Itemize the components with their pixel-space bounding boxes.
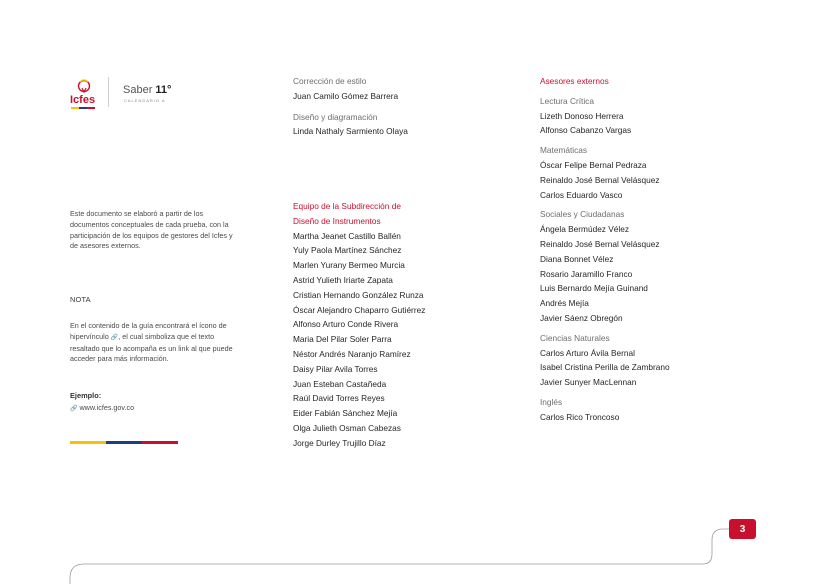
equipo-member: Marlen Yurany Bermeo Murcia	[293, 260, 405, 271]
equipo-member: Eider Fabián Sánchez Mejía	[293, 408, 398, 419]
equipo-member: Astrid Yulieth Iriarte Zapata	[293, 274, 393, 285]
correccion-name: Juan Camilo Gómez Barrera	[293, 90, 399, 101]
equipo-member: Alfonso Arturo Conde Rivera	[293, 319, 399, 330]
equipo-member: Juan Esteban Castañeda	[293, 378, 387, 389]
asesor-name: Javier Sunyer MacLennan	[540, 377, 637, 388]
ejemplo-label: Ejemplo:	[70, 391, 102, 400]
logo-divider	[108, 77, 109, 107]
equipo-member: Olga Julieth Osman Cabezas	[293, 422, 401, 433]
example-link[interactable]: 🔗 www.icfes.gov.co	[70, 403, 135, 412]
credits-equipo	[293, 199, 493, 451]
equipo-member: Jorge Durley Trujillo Díaz	[293, 437, 386, 448]
calendario-label: CALENDARIO A	[124, 98, 166, 103]
asesores-groups	[540, 94, 760, 425]
asesor-name: Alfonso Cabanzo Vargas	[540, 125, 632, 136]
asesor-name: Carlos Rico Troncoso	[540, 411, 620, 422]
asesores-group	[540, 331, 760, 390]
credits-right	[540, 74, 760, 425]
flag-stripe	[70, 441, 178, 444]
group-label: Matemáticas	[540, 145, 588, 156]
asesor-name: Javier Sáenz Obregón	[540, 312, 623, 323]
asesor-name: Diana Bonnet Vélez	[540, 253, 614, 264]
group-label: Inglés	[540, 396, 563, 407]
equipo-member: Martha Jeanet Castillo Ballén	[293, 230, 401, 241]
link-icon: 🔗	[70, 406, 78, 412]
asesor-name: Reinaldo José Bernal Velásquez	[540, 174, 660, 185]
intro-paragraph: Este documento se elaboró a partir de los documentos conceptuales de cada prueba, con la participación de los equipos de gestores del Icfes y de asesores externos.	[70, 209, 233, 251]
asesor-name: Óscar Felipe Bernal Pedraza	[540, 159, 647, 170]
nota-paragraph: En el contenido de la guía encontrará el ícono de hipervínculo 🔗, el cual simboliza que el texto resaltado que lo acompaña es un link al que puede acceder para más información.	[70, 321, 233, 364]
asesores-group	[540, 94, 760, 138]
asesor-name: Reinaldo José Bernal Velásquez	[540, 238, 660, 249]
equipo-member: Óscar Alejandro Chaparro Gutiérrez	[293, 304, 426, 315]
nota-heading: NOTA	[70, 295, 91, 304]
svg-text:Icfes: Icfes	[70, 94, 96, 106]
asesor-name: Rosario Jaramillo Franco	[540, 268, 633, 279]
asesores-group	[540, 207, 760, 325]
group-label: Lectura Crítica	[540, 95, 594, 106]
asesor-name: Andrés Mejía	[540, 298, 589, 309]
asesor-name: Carlos Arturo Ávila Bernal	[540, 347, 635, 358]
equipo-member: Néstor Andrés Naranjo Ramírez	[293, 348, 411, 359]
equipo-member: Cristian Hernando González Runza	[293, 289, 424, 300]
asesor-name: Isabel Cristina Perilla de Zambrano	[540, 362, 670, 373]
icfes-logo	[70, 76, 110, 116]
asesores-group	[540, 143, 760, 202]
diseno-name: Linda Nathaly Sarmiento Olaya	[293, 126, 408, 137]
group-label: Ciencias Naturales	[540, 332, 610, 343]
saber-title: Saber 11°	[123, 84, 172, 96]
credits-middle-top	[293, 74, 493, 139]
page-number-badge: 3	[729, 519, 756, 539]
group-label: Sociales y Ciudadanas	[540, 209, 625, 220]
correccion-label: Corrección de estilo	[293, 76, 367, 86]
equipo-heading-2: Diseño de Instrumentos	[293, 215, 381, 226]
asesor-name: Carlos Eduardo Vasco	[540, 189, 623, 200]
asesor-name: Luis Bernardo Mejía Guinand	[540, 283, 648, 294]
equipo-member: Daisy Pilar Avila Torres	[293, 363, 378, 374]
link-icon: 🔗	[110, 334, 119, 341]
asesor-name: Ángela Bermúdez Vélez	[540, 224, 630, 235]
asesores-heading: Asesores externos	[540, 76, 609, 86]
equipo-member: Yuly Paola Martínez Sánchez	[293, 245, 402, 256]
equipo-list	[293, 229, 493, 451]
asesor-name: Lizeth Donoso Herrera	[540, 110, 624, 121]
asesores-group	[540, 395, 760, 425]
equipo-member: Raúl David Torres Reyes	[293, 393, 385, 404]
equipo-member: Maria Del Pilar Soler Parra	[293, 334, 392, 345]
equipo-heading: Equipo de la Subdirección de	[293, 201, 401, 211]
diseno-label: Diseño y diagramación	[293, 111, 378, 122]
